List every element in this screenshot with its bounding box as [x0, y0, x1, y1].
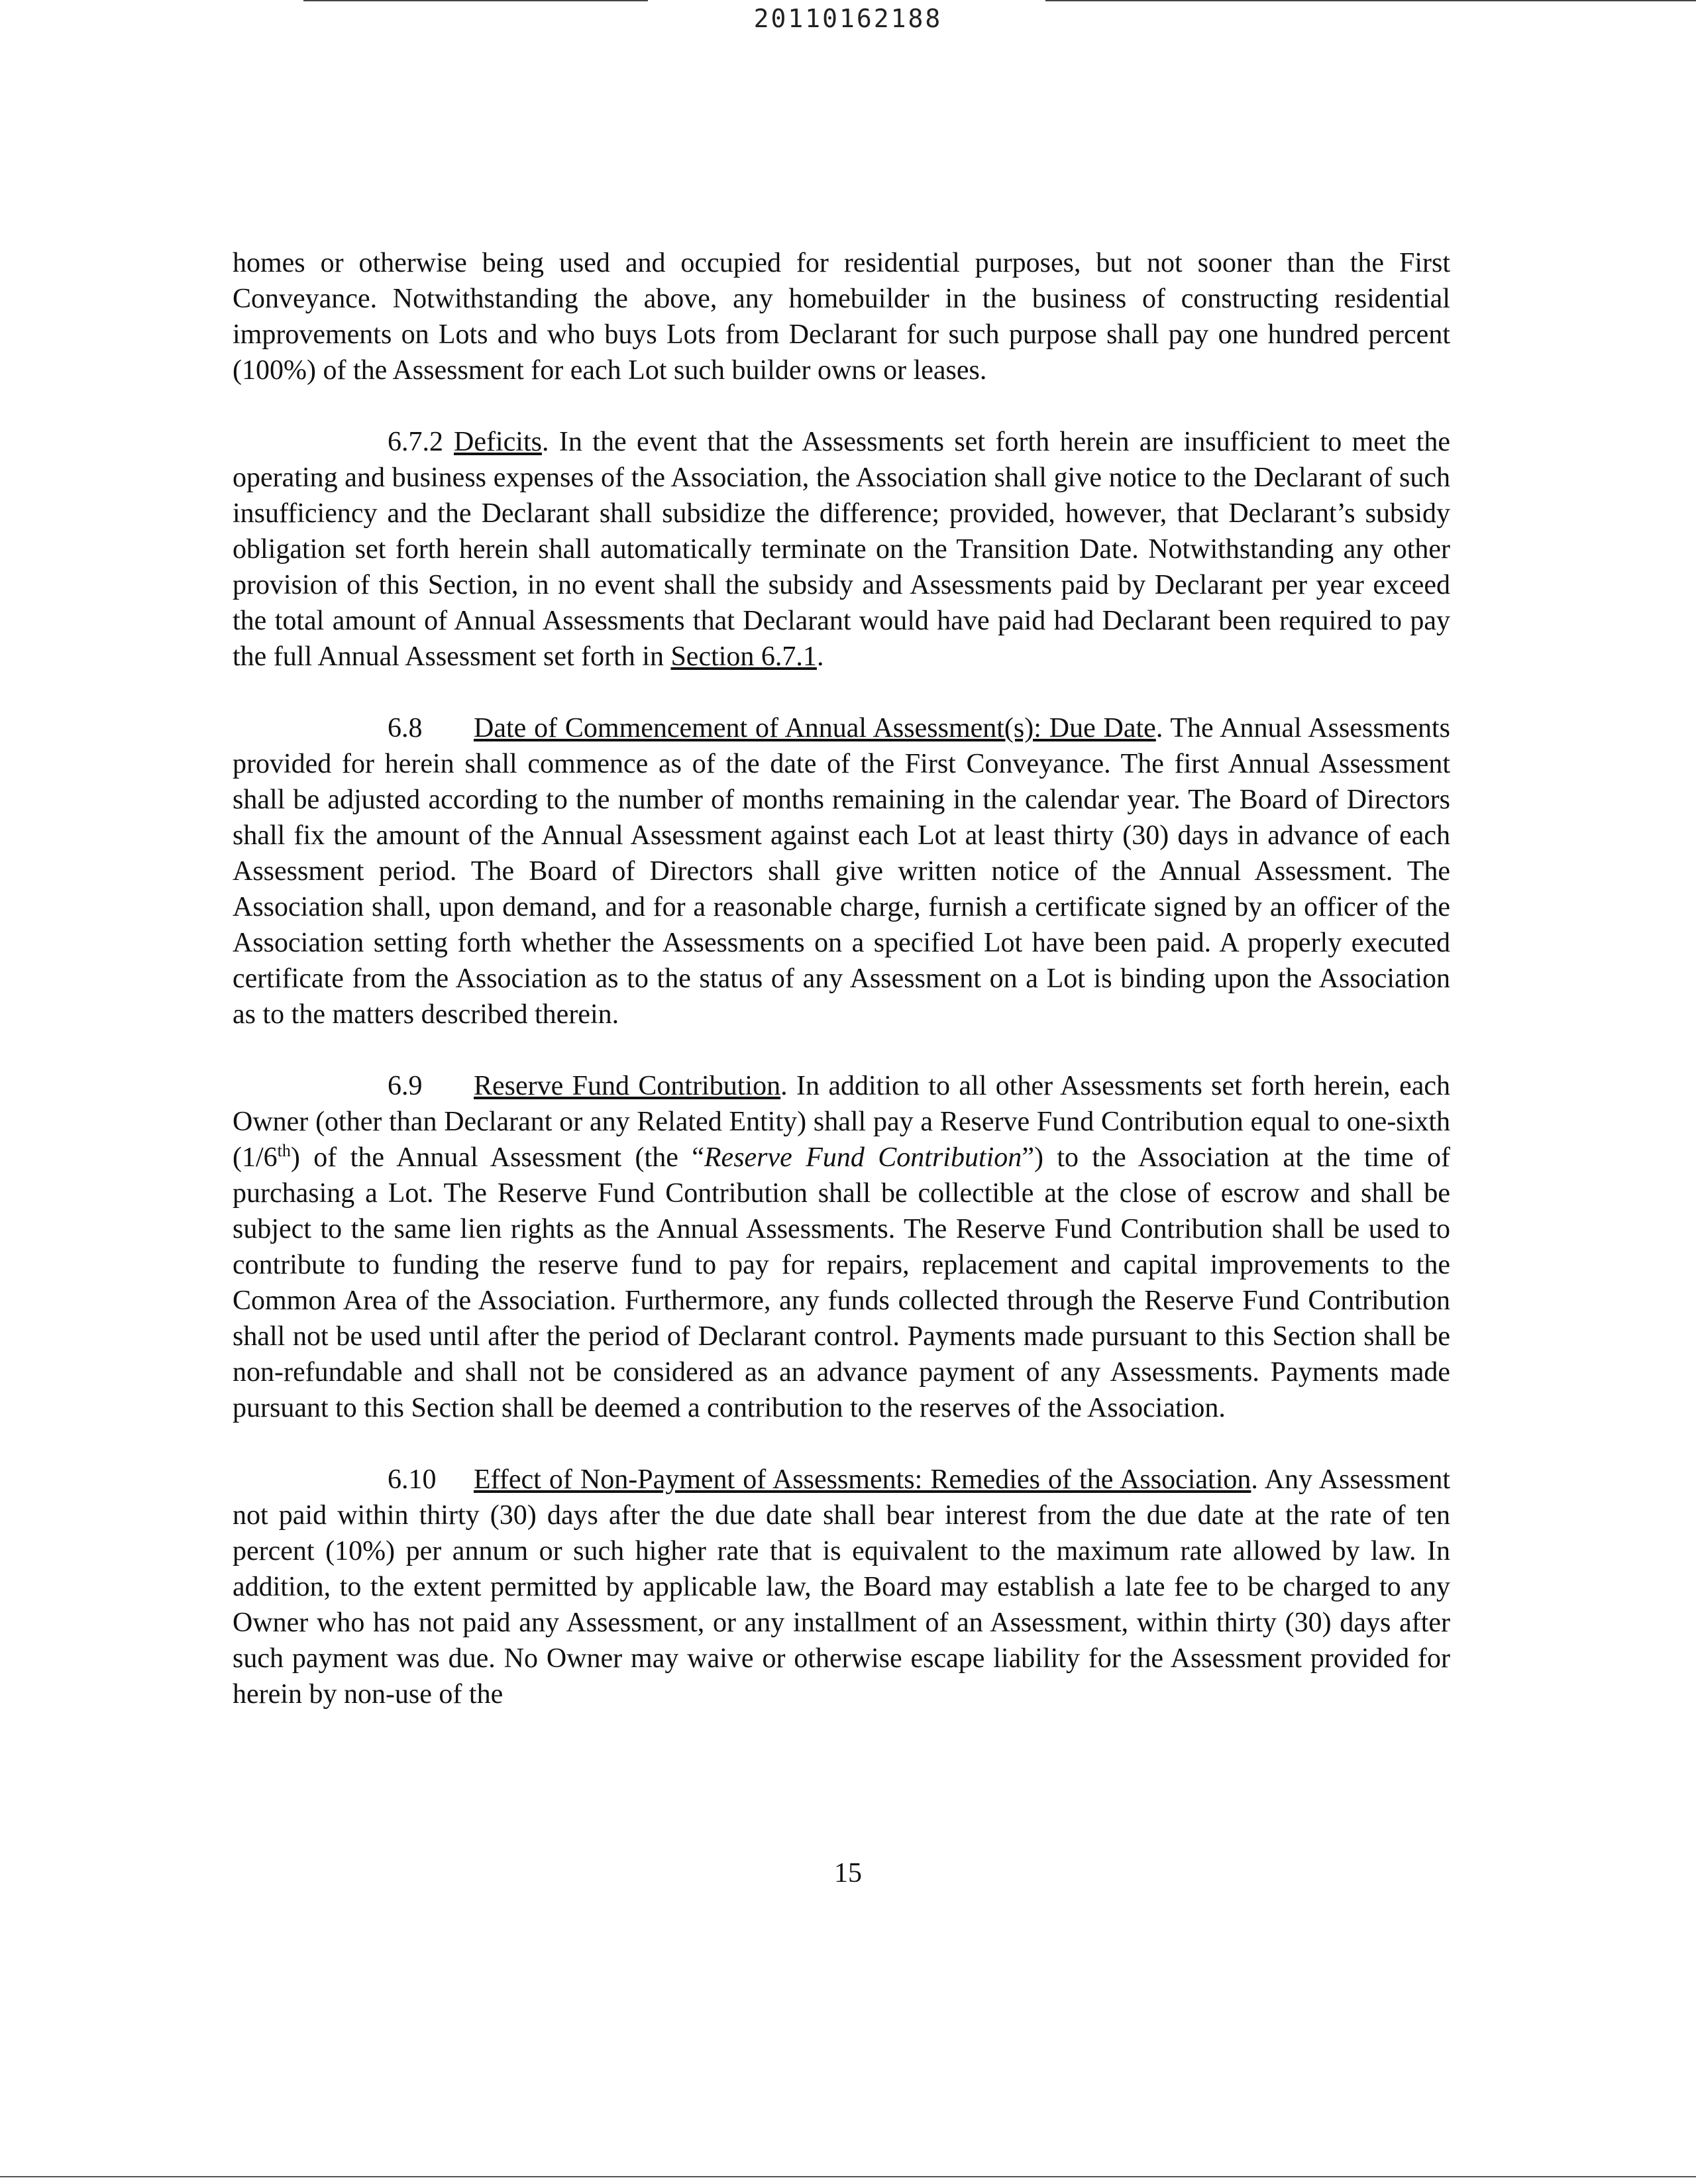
- section-6-7-2: [233, 424, 1450, 675]
- section-number: 6.7.2: [388, 427, 443, 457]
- section-6-8: [233, 710, 1450, 1032]
- bottom-rule: [0, 2176, 1696, 2177]
- section-title: Effect of Non-Payment of Assessments: Remedies of the Association: [474, 1464, 1251, 1495]
- document-number: 20110162188: [753, 4, 943, 33]
- section-number: 6.9: [388, 1071, 423, 1101]
- page-number: 15: [834, 1858, 862, 1888]
- section-body: . In the event that the Assessments set forth herein are insufficient to meet the operating and business expenses of the Association, the Association shall give notice to the Declarant of such insufficiency and the Declarant shall subsidize the difference; provided, however, that Declarant’s subsidy obligation set forth herein shall automatically terminate on the Transition Date. Notwithstanding any other provision of this Section, in no event shall the subsidy and Assessments paid by Declarant per year exceed the total amount of Annual Assessments that Declarant would have paid had Declarant been required to pay the full Annual Assessment set forth in: [233, 427, 1450, 672]
- section-title: Date of Commencement of Annual Assessment(s): Due Date: [474, 713, 1156, 743]
- section-end: .: [816, 641, 824, 672]
- section-6-9: [233, 1068, 1450, 1426]
- document-body: [233, 245, 1450, 1712]
- section-body: . Any Assessment not paid within thirty (30) days after the due date shall bear interest from the due date at the rate of ten percent (10%) per annum or such higher rate that is equivalent to the maximum rate allowed by law. In addition, to the extent permitted by applicable law, the Board may establish a late fee to be charged to any Owner who has not paid any Assessment, or any installment of an Assessment, within thirty (30) days after such payment was due. No Owner may waive or otherwise escape liability for the Assessment provided for herein by non-use of the: [233, 1464, 1451, 1710]
- defined-term: Reserve Fund Contribution: [704, 1142, 1022, 1173]
- section-6-10: [233, 1462, 1450, 1712]
- section-number: 6.8: [388, 713, 423, 743]
- section-title: Deficits: [454, 427, 542, 457]
- section-body: . In addition to all other Assessments set forth herein, each Owner (other than Declarant or any Related Entity) shall pay a Reserve Fund Contribution equal to one-sixth (1/6: [233, 1071, 1450, 1173]
- superscript: th: [277, 1141, 291, 1160]
- section-body: ) of the Annual Assessment (the “: [290, 1142, 704, 1173]
- section-title: Reserve Fund Contribution: [474, 1071, 781, 1101]
- section-body: ”) to the Association at the time of purchasing a Lot. The Reserve Fund Contribution shall be collectible at the close of escrow and shall be subject to the same lien rights as the Annual Assessments. The Reserve Fund Contribution shall be used to contribute to funding the reserve fund to pay for repairs, replacement and capital improvements to the Common Area of the Association. Furthermore, any funds collected through the Reserve Fund Contribution shall not be used until after the period of Declarant control. Payments made pursuant to this Section shall be non-refundable and shall not be considered as an advance payment of any Assessments. Payments made pursuant to this Section shall be deemed a contribution to the reserves of the Association.: [233, 1142, 1451, 1423]
- section-body: . The Annual Assessments provided for herein shall commence as of the date of the First Conveyance. The first Annual Assessment shall be adjusted according to the number of months remaining in the calendar year. The Board of Directors shall fix the amount of the Annual Assessment against each Lot at least thirty (30) days in advance of each Assessment period. The Board of Directors shall give written notice of the Annual Assessment. The Association shall, upon demand, and for a reasonable charge, furnish a certificate signed by an officer of the Association setting forth whether the Assessments on a specified Lot have been paid. A properly executed certificate from the Association as to the status of any Assessment on a Lot is binding upon the Association as to the matters described therein.: [233, 713, 1450, 1030]
- section-reference: Section 6.7.1: [670, 641, 817, 672]
- top-rule-right: [1045, 0, 1696, 1]
- section-number: 6.10: [388, 1464, 437, 1495]
- top-rule-left: [303, 0, 648, 1]
- paragraph-continuation: homes or otherwise being used and occupied for residential purposes, but not sooner than the First Conveyance. Notwithstanding the above, any homebuilder in the business of constructing residential improvements on Lots and who buys Lots from Declarant for such purpose shall pay one hundred percent (100%) of the Assessment for each Lot such builder owns or leases.: [233, 248, 1450, 386]
